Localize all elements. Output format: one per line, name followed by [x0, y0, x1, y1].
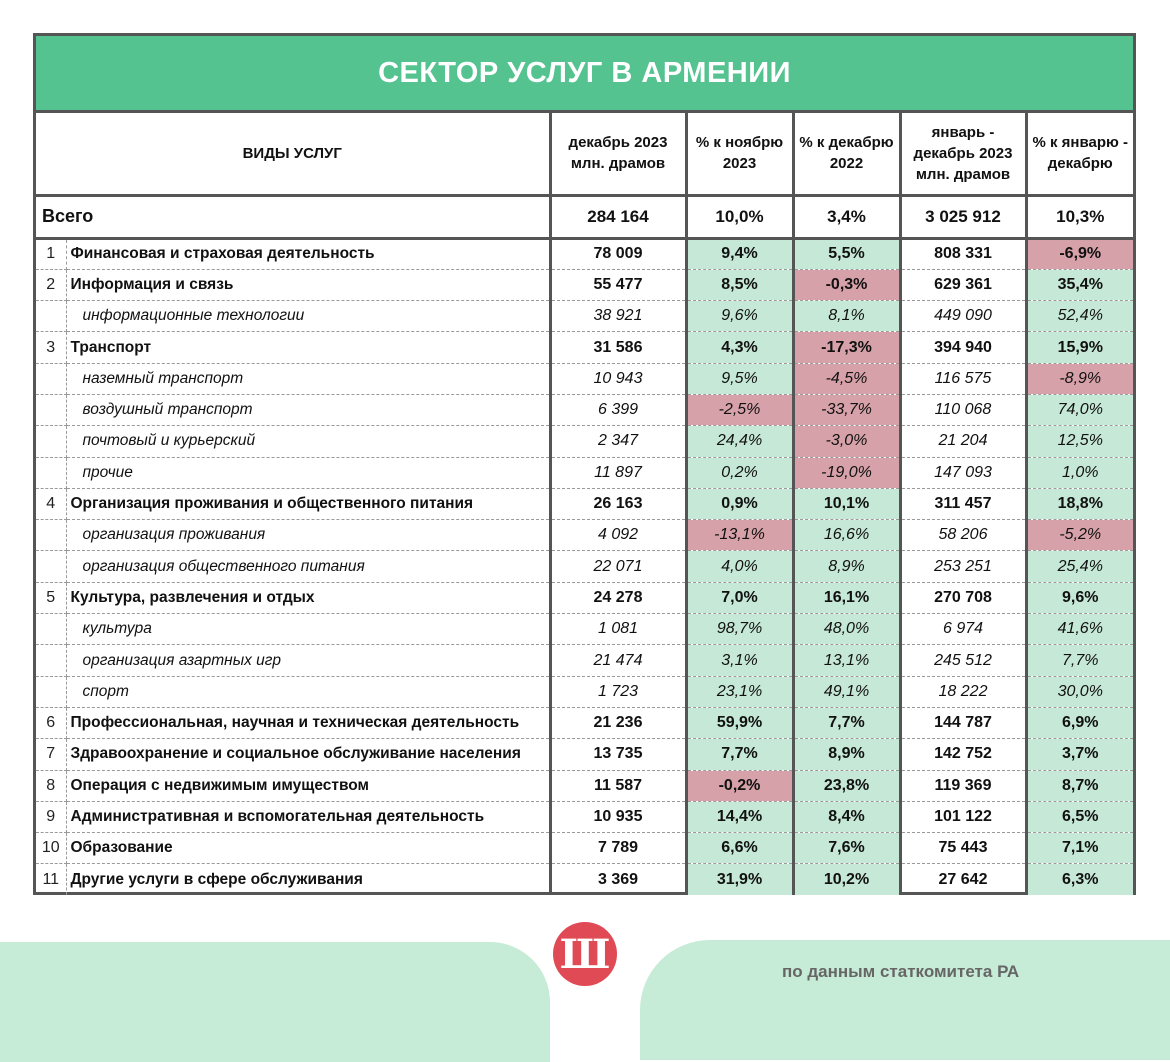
row-pct-dec-2022: 8,1%	[793, 301, 900, 332]
row-dec-2023: 4 092	[550, 520, 686, 551]
row-pct-nov-2023: 0,2%	[686, 457, 793, 488]
row-service-name: Образование	[66, 833, 550, 864]
row-service-name: спорт	[66, 676, 550, 707]
table-row	[36, 363, 1133, 394]
row-pct-nov-2023: 4,0%	[686, 551, 793, 582]
row-pct-jan-dec: 18,8%	[1026, 488, 1133, 519]
row-number: 10	[36, 833, 66, 864]
row-jan-dec-2023: 253 251	[900, 551, 1026, 582]
row-jan-dec-2023: 119 369	[900, 770, 1026, 801]
table-row	[36, 676, 1133, 707]
row-dec-2023: 21 474	[550, 645, 686, 676]
row-pct-jan-dec: 30,0%	[1026, 676, 1133, 707]
row-pct-nov-2023: 9,5%	[686, 363, 793, 394]
row-dec-2023: 1 723	[550, 676, 686, 707]
total-pct-nov-2023: 10,0%	[686, 195, 793, 238]
table-row	[36, 238, 1133, 269]
row-dec-2023: 26 163	[550, 488, 686, 519]
row-pct-dec-2022: 23,8%	[793, 770, 900, 801]
table-row	[36, 770, 1133, 801]
row-service-name: прочие	[66, 457, 550, 488]
row-number	[36, 614, 66, 645]
row-pct-dec-2022: -17,3%	[793, 332, 900, 363]
table-row	[36, 864, 1133, 895]
table-row	[36, 488, 1133, 519]
total-jan-dec-2023: 3 025 912	[900, 195, 1026, 238]
table-row	[36, 833, 1133, 864]
row-pct-jan-dec: 9,6%	[1026, 582, 1133, 613]
row-number: 4	[36, 488, 66, 519]
row-pct-nov-2023: 6,6%	[686, 833, 793, 864]
row-service-name: Другие услуги в сфере обслуживания	[70, 870, 363, 888]
row-jan-dec-2023: 142 752	[900, 739, 1026, 770]
row-service-name: организация проживания	[66, 520, 550, 551]
row-number	[36, 301, 66, 332]
header-pct-dec-2022: % к декабрю 2022	[793, 113, 900, 195]
row-pct-nov-2023: 24,4%	[686, 426, 793, 457]
row-service-name: Транспорт	[66, 332, 550, 363]
row-dec-2023: 13 735	[550, 739, 686, 770]
row-number	[36, 645, 66, 676]
table-row	[36, 582, 1133, 613]
brand-logo: Ш	[553, 922, 617, 986]
row-dec-2023: 55 477	[550, 269, 686, 300]
row-number	[36, 551, 66, 582]
row-pct-dec-2022: 7,7%	[793, 707, 900, 738]
row-jan-dec-2023: 245 512	[900, 645, 1026, 676]
row-pct-jan-dec: 6,5%	[1026, 801, 1133, 832]
row-jan-dec-2023: 101 122	[900, 801, 1026, 832]
services-table-frame	[33, 33, 1136, 895]
row-pct-nov-2023: 9,6%	[686, 301, 793, 332]
row-pct-jan-dec: 25,4%	[1026, 551, 1133, 582]
row-number	[36, 676, 66, 707]
header-pct-nov-2023: % к ноябрю 2023	[686, 113, 793, 195]
row-jan-dec-2023: 808 331	[900, 238, 1026, 269]
row-dec-2023: 11 897	[550, 457, 686, 488]
row-jan-dec-2023: 394 940	[900, 332, 1026, 363]
total-row	[36, 195, 1133, 238]
table-row	[36, 551, 1133, 582]
row-jan-dec-2023: 27 642	[900, 864, 1026, 895]
row-dec-2023: 22 071	[550, 551, 686, 582]
row-service-name: наземный транспорт	[66, 363, 550, 394]
row-pct-nov-2023: 31,9%	[686, 864, 793, 895]
row-number	[36, 363, 66, 394]
footer-wave-right	[640, 940, 1170, 1060]
row-pct-jan-dec: -6,9%	[1026, 238, 1133, 269]
row-jan-dec-2023: 75 443	[900, 833, 1026, 864]
table-row	[36, 457, 1133, 488]
row-service-name: Организация проживания и общественного питания	[66, 488, 550, 519]
row-pct-jan-dec: 7,7%	[1026, 645, 1133, 676]
row-service-name: почтовый и курьерский	[66, 426, 550, 457]
row-pct-jan-dec: 6,3%	[1026, 864, 1133, 895]
total-pct-dec-2022: 3,4%	[793, 195, 900, 238]
row-service-name: Административная и вспомогательная деятельность	[66, 801, 550, 832]
total-pct-jan-dec: 10,3%	[1026, 195, 1133, 238]
source-note: по данным статкомитета РА	[782, 962, 1020, 981]
row-service-name: Операция с недвижимым имуществом	[66, 770, 550, 801]
table-title: СЕКТОР УСЛУГ В АРМЕНИИ	[36, 36, 1133, 113]
row-service-name: Культура, развлечения и отдых	[66, 582, 550, 613]
row-pct-jan-dec: 8,7%	[1026, 770, 1133, 801]
row-service-name: организация азартных игр	[66, 645, 550, 676]
row-pct-dec-2022: -33,7%	[793, 394, 900, 425]
row-pct-dec-2022: 7,6%	[793, 833, 900, 864]
row-pct-jan-dec: 7,1%	[1026, 833, 1133, 864]
table-row	[36, 645, 1133, 676]
row-pct-nov-2023: -2,5%	[686, 394, 793, 425]
row-number: 11	[36, 864, 66, 895]
row-pct-nov-2023: 8,5%	[686, 269, 793, 300]
row-pct-nov-2023: 98,7%	[686, 614, 793, 645]
row-pct-dec-2022: 49,1%	[793, 676, 900, 707]
row-number: 2	[36, 269, 66, 300]
table-row	[36, 739, 1133, 770]
row-pct-dec-2022: 5,5%	[793, 238, 900, 269]
row-dec-2023: 11 587	[550, 770, 686, 801]
row-dec-2023: 38 921	[550, 301, 686, 332]
header-row	[36, 113, 1133, 195]
row-pct-jan-dec: 74,0%	[1026, 394, 1133, 425]
table-row	[36, 394, 1133, 425]
row-service-name: организация общественного питания	[66, 551, 550, 582]
table-row	[36, 301, 1133, 332]
service-rows	[36, 238, 1133, 895]
row-jan-dec-2023: 18 222	[900, 676, 1026, 707]
row-service-name: Информация и связь	[66, 269, 550, 300]
row-pct-nov-2023: -0,2%	[686, 770, 793, 801]
header-service-types: ВИДЫ УСЛУГ	[36, 113, 550, 195]
row-number: 5	[36, 582, 66, 613]
row-pct-dec-2022: -3,0%	[793, 426, 900, 457]
header-pct-jan-dec: % к январю - декабрю	[1026, 113, 1133, 195]
row-jan-dec-2023: 147 093	[900, 457, 1026, 488]
footer-wave-left	[0, 942, 550, 1062]
row-number: 6	[36, 707, 66, 738]
row-pct-jan-dec: 6,9%	[1026, 707, 1133, 738]
header-jan-dec-2023: январь - декабрь 2023 млн. драмов	[900, 113, 1026, 195]
total-dec-2023: 284 164	[550, 195, 686, 238]
table-row	[36, 707, 1133, 738]
row-number: 8	[36, 770, 66, 801]
row-number	[36, 520, 66, 551]
row-pct-dec-2022: 8,9%	[793, 739, 900, 770]
row-jan-dec-2023: 449 090	[900, 301, 1026, 332]
row-pct-dec-2022: -0,3%	[793, 269, 900, 300]
row-service-name: Финансовая и страховая деятельность	[66, 238, 550, 269]
row-jan-dec-2023: 21 204	[900, 426, 1026, 457]
row-service-name: информационные технологии	[66, 301, 550, 332]
row-pct-dec-2022: -19,0%	[793, 457, 900, 488]
row-pct-jan-dec: -8,9%	[1026, 363, 1133, 394]
row-dec-2023: 24 278	[550, 582, 686, 613]
services-table	[36, 113, 1133, 895]
row-pct-nov-2023: 9,4%	[686, 238, 793, 269]
table-row	[36, 614, 1133, 645]
row-number	[36, 394, 66, 425]
row-pct-nov-2023: 4,3%	[686, 332, 793, 363]
row-jan-dec-2023: 629 361	[900, 269, 1026, 300]
table-row	[36, 520, 1133, 551]
row-pct-jan-dec: 41,6%	[1026, 614, 1133, 645]
row-pct-jan-dec: 1,0%	[1026, 457, 1133, 488]
row-pct-nov-2023: 14,4%	[686, 801, 793, 832]
row-jan-dec-2023: 6 974	[900, 614, 1026, 645]
row-pct-dec-2022: 8,4%	[793, 801, 900, 832]
row-dec-2023: 3 369	[550, 864, 686, 895]
table-row	[36, 269, 1133, 300]
table-row	[36, 801, 1133, 832]
row-jan-dec-2023: 270 708	[900, 582, 1026, 613]
row-pct-dec-2022: 10,2%	[793, 864, 900, 895]
row-jan-dec-2023: 110 068	[900, 394, 1026, 425]
row-service-name: Здравоохранение и социальное обслуживание населения	[66, 739, 550, 770]
row-number	[36, 457, 66, 488]
row-pct-dec-2022: 10,1%	[793, 488, 900, 519]
row-pct-nov-2023: 59,9%	[686, 707, 793, 738]
row-pct-jan-dec: 12,5%	[1026, 426, 1133, 457]
row-dec-2023: 31 586	[550, 332, 686, 363]
table-row	[36, 426, 1133, 457]
row-pct-nov-2023: 7,0%	[686, 582, 793, 613]
row-dec-2023: 21 236	[550, 707, 686, 738]
row-service-name: воздушный транспорт	[66, 394, 550, 425]
row-jan-dec-2023: 116 575	[900, 363, 1026, 394]
row-pct-dec-2022: 16,6%	[793, 520, 900, 551]
row-pct-dec-2022: 8,9%	[793, 551, 900, 582]
row-number	[36, 426, 66, 457]
row-pct-nov-2023: 3,1%	[686, 645, 793, 676]
row-dec-2023: 2 347	[550, 426, 686, 457]
row-pct-nov-2023: -13,1%	[686, 520, 793, 551]
row-jan-dec-2023: 58 206	[900, 520, 1026, 551]
row-number: 9	[36, 801, 66, 832]
table-row	[36, 332, 1133, 363]
row-pct-jan-dec: 52,4%	[1026, 301, 1133, 332]
row-service-name: Профессиональная, научная и техническая деятельность	[66, 707, 550, 738]
row-pct-jan-dec: 3,7%	[1026, 739, 1133, 770]
row-pct-jan-dec: 15,9%	[1026, 332, 1133, 363]
row-dec-2023: 6 399	[550, 394, 686, 425]
row-pct-dec-2022: 48,0%	[793, 614, 900, 645]
row-service-name: культура	[66, 614, 550, 645]
header-dec-2023: декабрь 2023 млн. драмов	[550, 113, 686, 195]
row-pct-jan-dec: 35,4%	[1026, 269, 1133, 300]
row-dec-2023: 1 081	[550, 614, 686, 645]
row-pct-jan-dec: -5,2%	[1026, 520, 1133, 551]
row-pct-dec-2022: 16,1%	[793, 582, 900, 613]
row-pct-dec-2022: -4,5%	[793, 363, 900, 394]
row-pct-nov-2023: 7,7%	[686, 739, 793, 770]
row-number: 1	[36, 238, 66, 269]
row-dec-2023: 7 789	[550, 833, 686, 864]
row-jan-dec-2023: 144 787	[900, 707, 1026, 738]
row-number: 7	[36, 739, 66, 770]
row-pct-nov-2023: 0,9%	[686, 488, 793, 519]
row-jan-dec-2023: 311 457	[900, 488, 1026, 519]
row-pct-dec-2022: 13,1%	[793, 645, 900, 676]
row-dec-2023: 78 009	[550, 238, 686, 269]
row-number: 3	[36, 332, 66, 363]
row-dec-2023: 10 935	[550, 801, 686, 832]
row-dec-2023: 10 943	[550, 363, 686, 394]
total-label: Всего	[36, 195, 550, 238]
row-pct-nov-2023: 23,1%	[686, 676, 793, 707]
